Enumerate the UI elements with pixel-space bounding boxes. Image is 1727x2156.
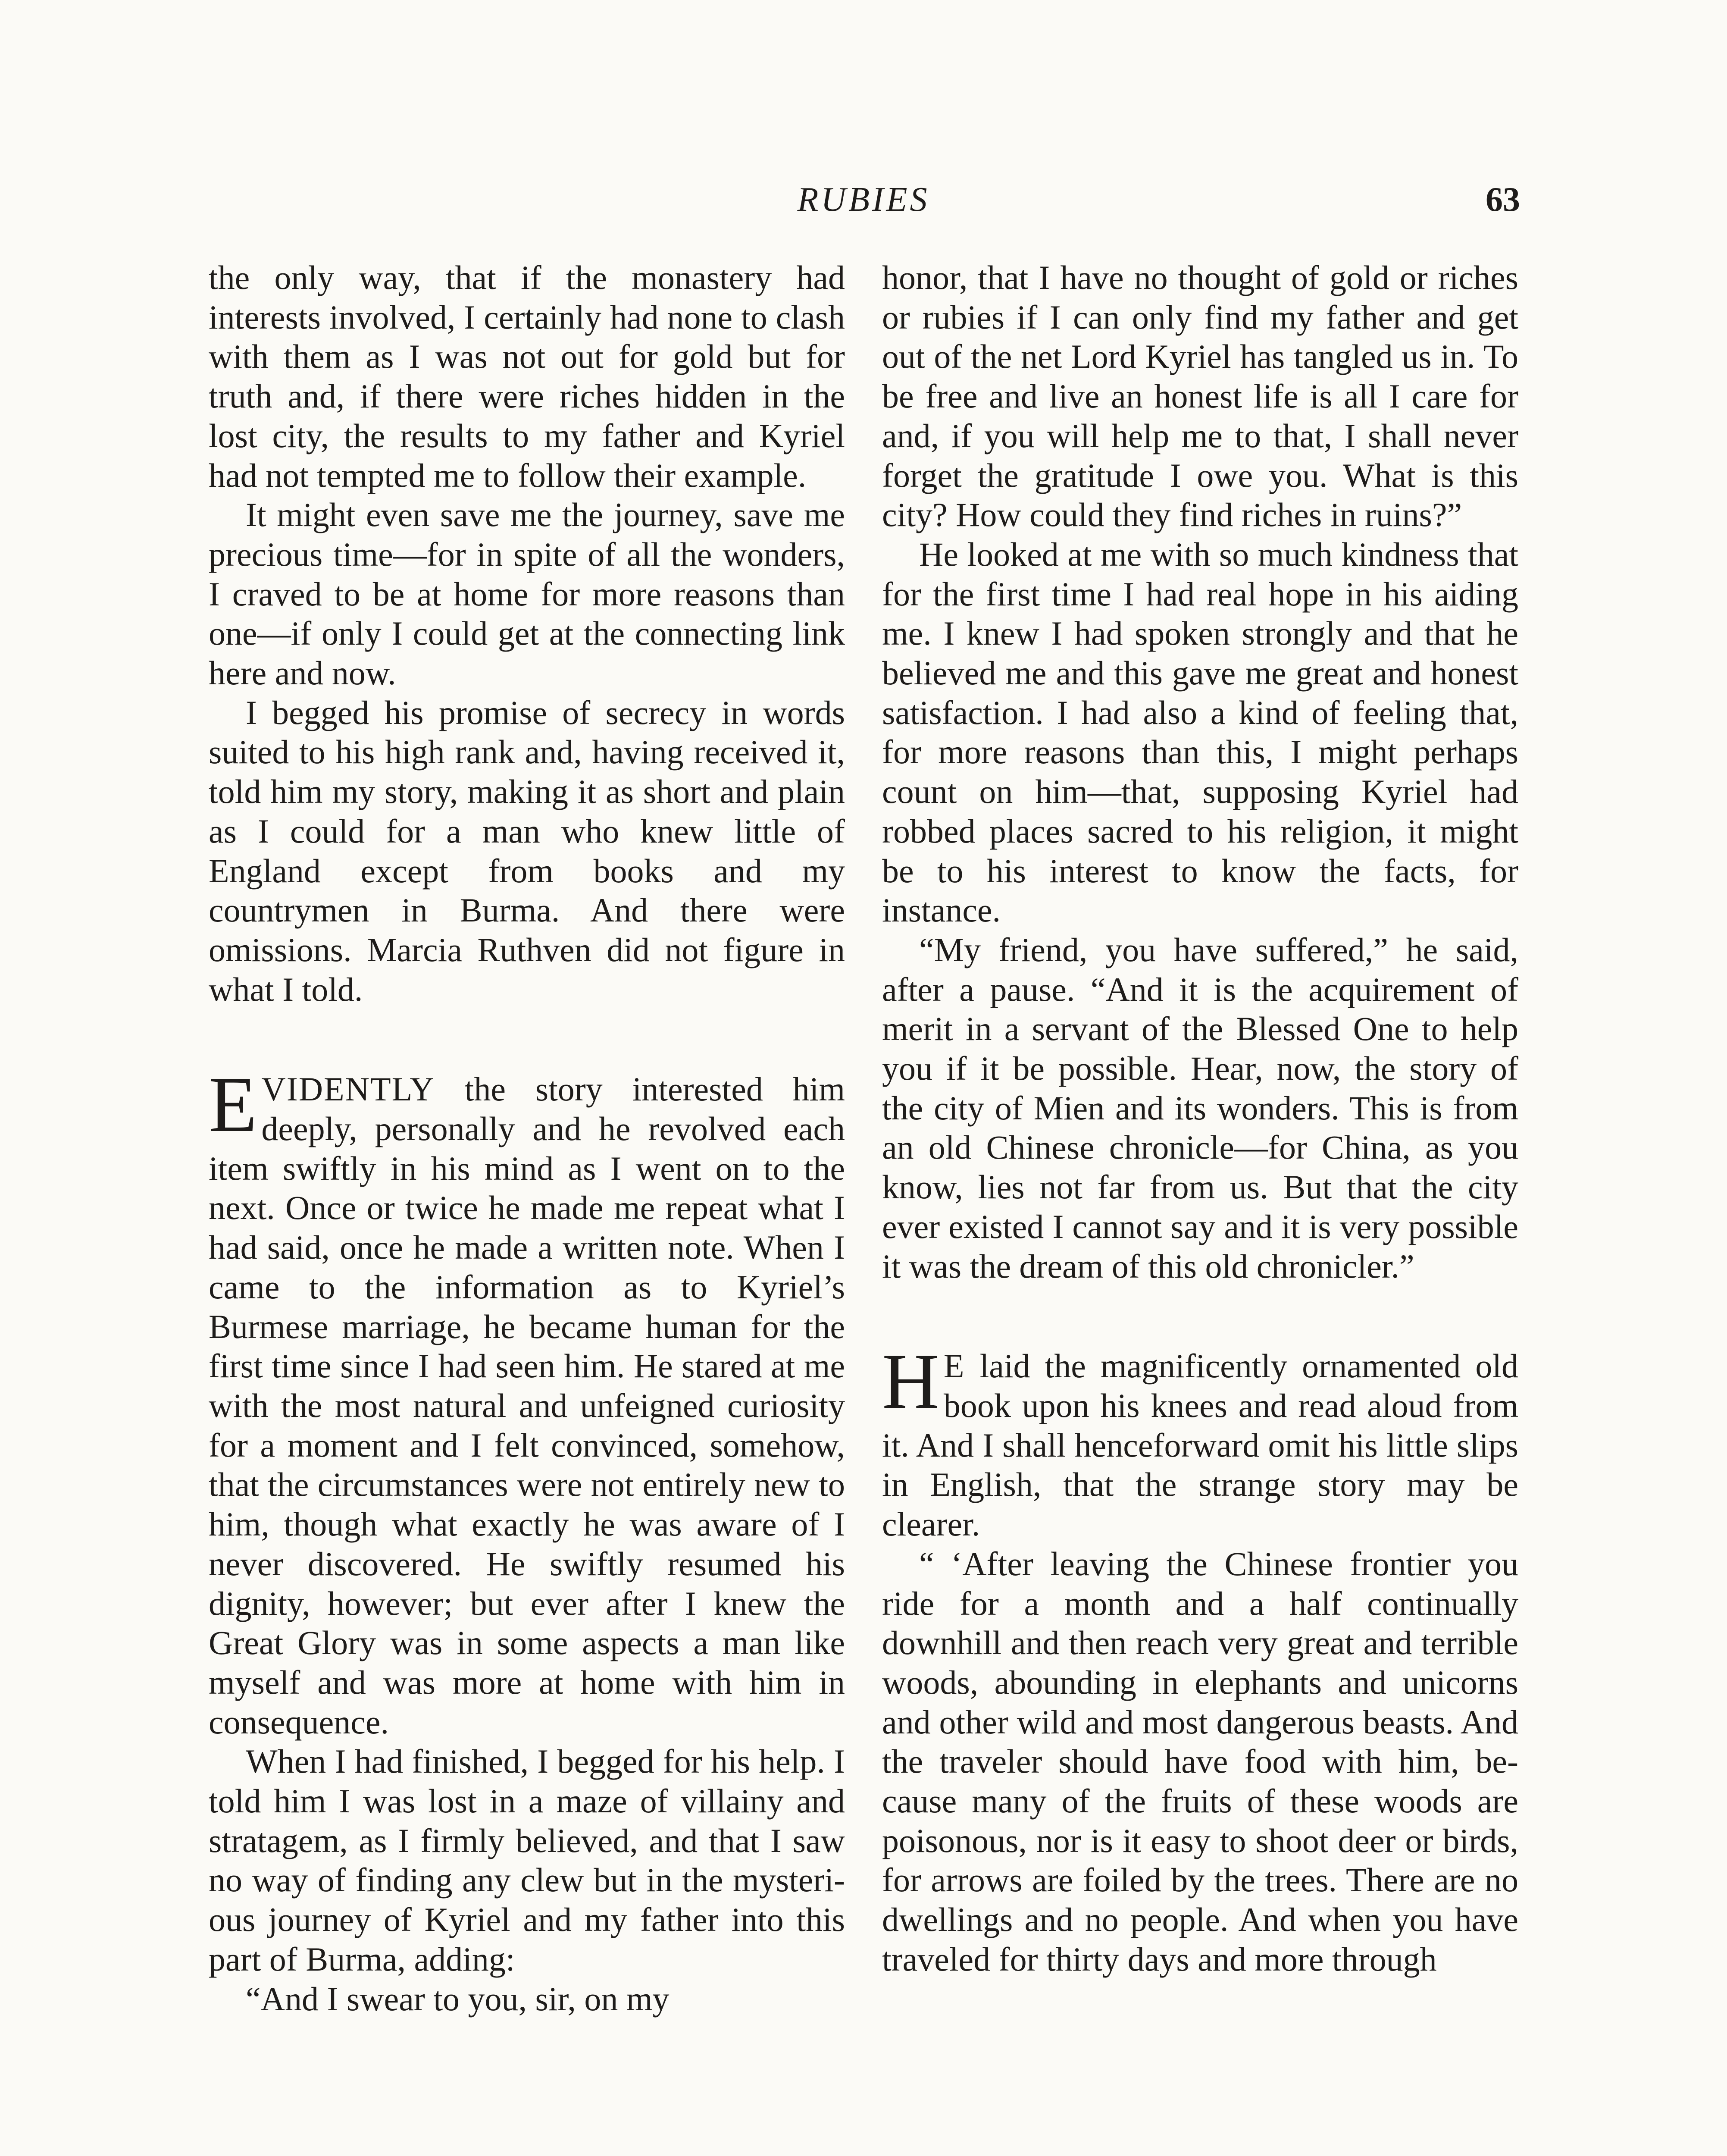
page-number: 63 — [1486, 181, 1520, 219]
paragraph: honor, that I have no thought of gold or riches or rubies if I can only find my father and get out of the net Lord Kyriel has tangled us in. To be free and live an honest life is all I care for and, if you will help me to that, I shall never forget the gratitude I owe you. What is this city? How could they find riches in ruins?” — [882, 259, 1518, 534]
paragraph: “And I swear to you, sir, on my — [246, 1980, 670, 2018]
paragraph: I begged his promise of secrecy in words suited to his high rank and, having received it, told him my story, making it as short and plain as I could for a man who knew little of England except from books and my countrymen in Burma. And there were omissions. Marcia Ruthven did not figure in what I told. — [209, 693, 845, 1008]
section-paragraph — [209, 1060, 845, 1742]
paragraph-text: the story interested him deeply, personally and he revolved each item swiftly in his mind as I went on to the next. Once or twice he made me repeat what I had said, once he made a written note. When I came to the information as to Kyriel’s Burmese marriage, he became human for the first time since I had seen him. He stared at me with the most natural and unfeigned curiosity for a moment and I felt convinced, somehow, that the circumstances were not entirely new to him, though what exactly he was aware of I never discovered. He swiftly resumed his dignity, however; but ever after I knew the Great Glory was in some aspects a man like myself and was more at home with him in consequence. — [209, 1070, 845, 1741]
paragraph: He looked at me with so much kindness that for the first time I had real hope in his aiding me. I knew I had spoken strongly and that he believed me and this gave me great and honest satisfaction. I had also a kind of feeling that, for more reasons than this, I might perhaps count on him—that, supposing Kyriel had robbed places sacred to his religion, it might be to his interest to know the facts, for instance. — [882, 535, 1518, 929]
paragraph: When I had finished, I begged for his help. I told him I was lost in a maze of villainy and stratagem, as I firmly believed, and that I saw no way of finding any clew but in the mysterious journey of Kyriel and my father into this part of Burma, adding: — [209, 1742, 845, 1978]
paragraph: “ ‘After leaving the Chinese frontier you ride for a month and a half continually downhill and then reach very great and terrible woods, abounding in elephants and unicorns and other wild and most dangerous beasts. And the traveler should have food with him, because many of the fruits of these woods are poisonous, nor is it easy to shoot deer or birds, for arrows are foiled by the trees. There are no dwellings and no people. And when you have traveled for thirty days and more through — [882, 1545, 1518, 1978]
paragraph-text: laid the magnificently ornamented old book upon his knees and read aloud from it. And I shall henceforward omit his little slips in English, that the strange story may be clearer. — [882, 1347, 1518, 1543]
drop-cap: E — [209, 1060, 257, 1149]
paragraph: the only way, that if the monastery had interests involved, I certainly had none to clash with them as I was not out for gold but for truth and, if there were riches hidden in the lost city, the results to my father and Kyriel had not tempted me to follow their example. — [209, 259, 845, 494]
lead-in: E — [943, 1347, 965, 1385]
drop-cap: H — [882, 1337, 939, 1426]
paragraph: It might even save me the journey, save me precious time—for in spite of all the wonders, I craved to be at home for more reasons than one—if only I could get at the connecting link here and now. — [209, 496, 845, 692]
left-column — [209, 258, 845, 2018]
running-title: RUBIES — [797, 181, 930, 219]
right-column — [882, 258, 1518, 1979]
running-header — [207, 180, 1520, 232]
section-paragraph — [882, 1337, 1518, 1544]
lead-in: VIDENTLY — [261, 1070, 435, 1108]
paragraph: “My friend, you have suffered,” he said, after a pause. “And it is the acquirement of merit in a servant of the Blessed One to help you if it be possible. Hear, now, the story of the city of Mien and its wonders. This is from an old Chinese chronicle—for China, as you know, lies not far from us. But that the city ever existed I cannot say and it is very possible it was the dream of this old chronicler.” — [882, 931, 1518, 1285]
